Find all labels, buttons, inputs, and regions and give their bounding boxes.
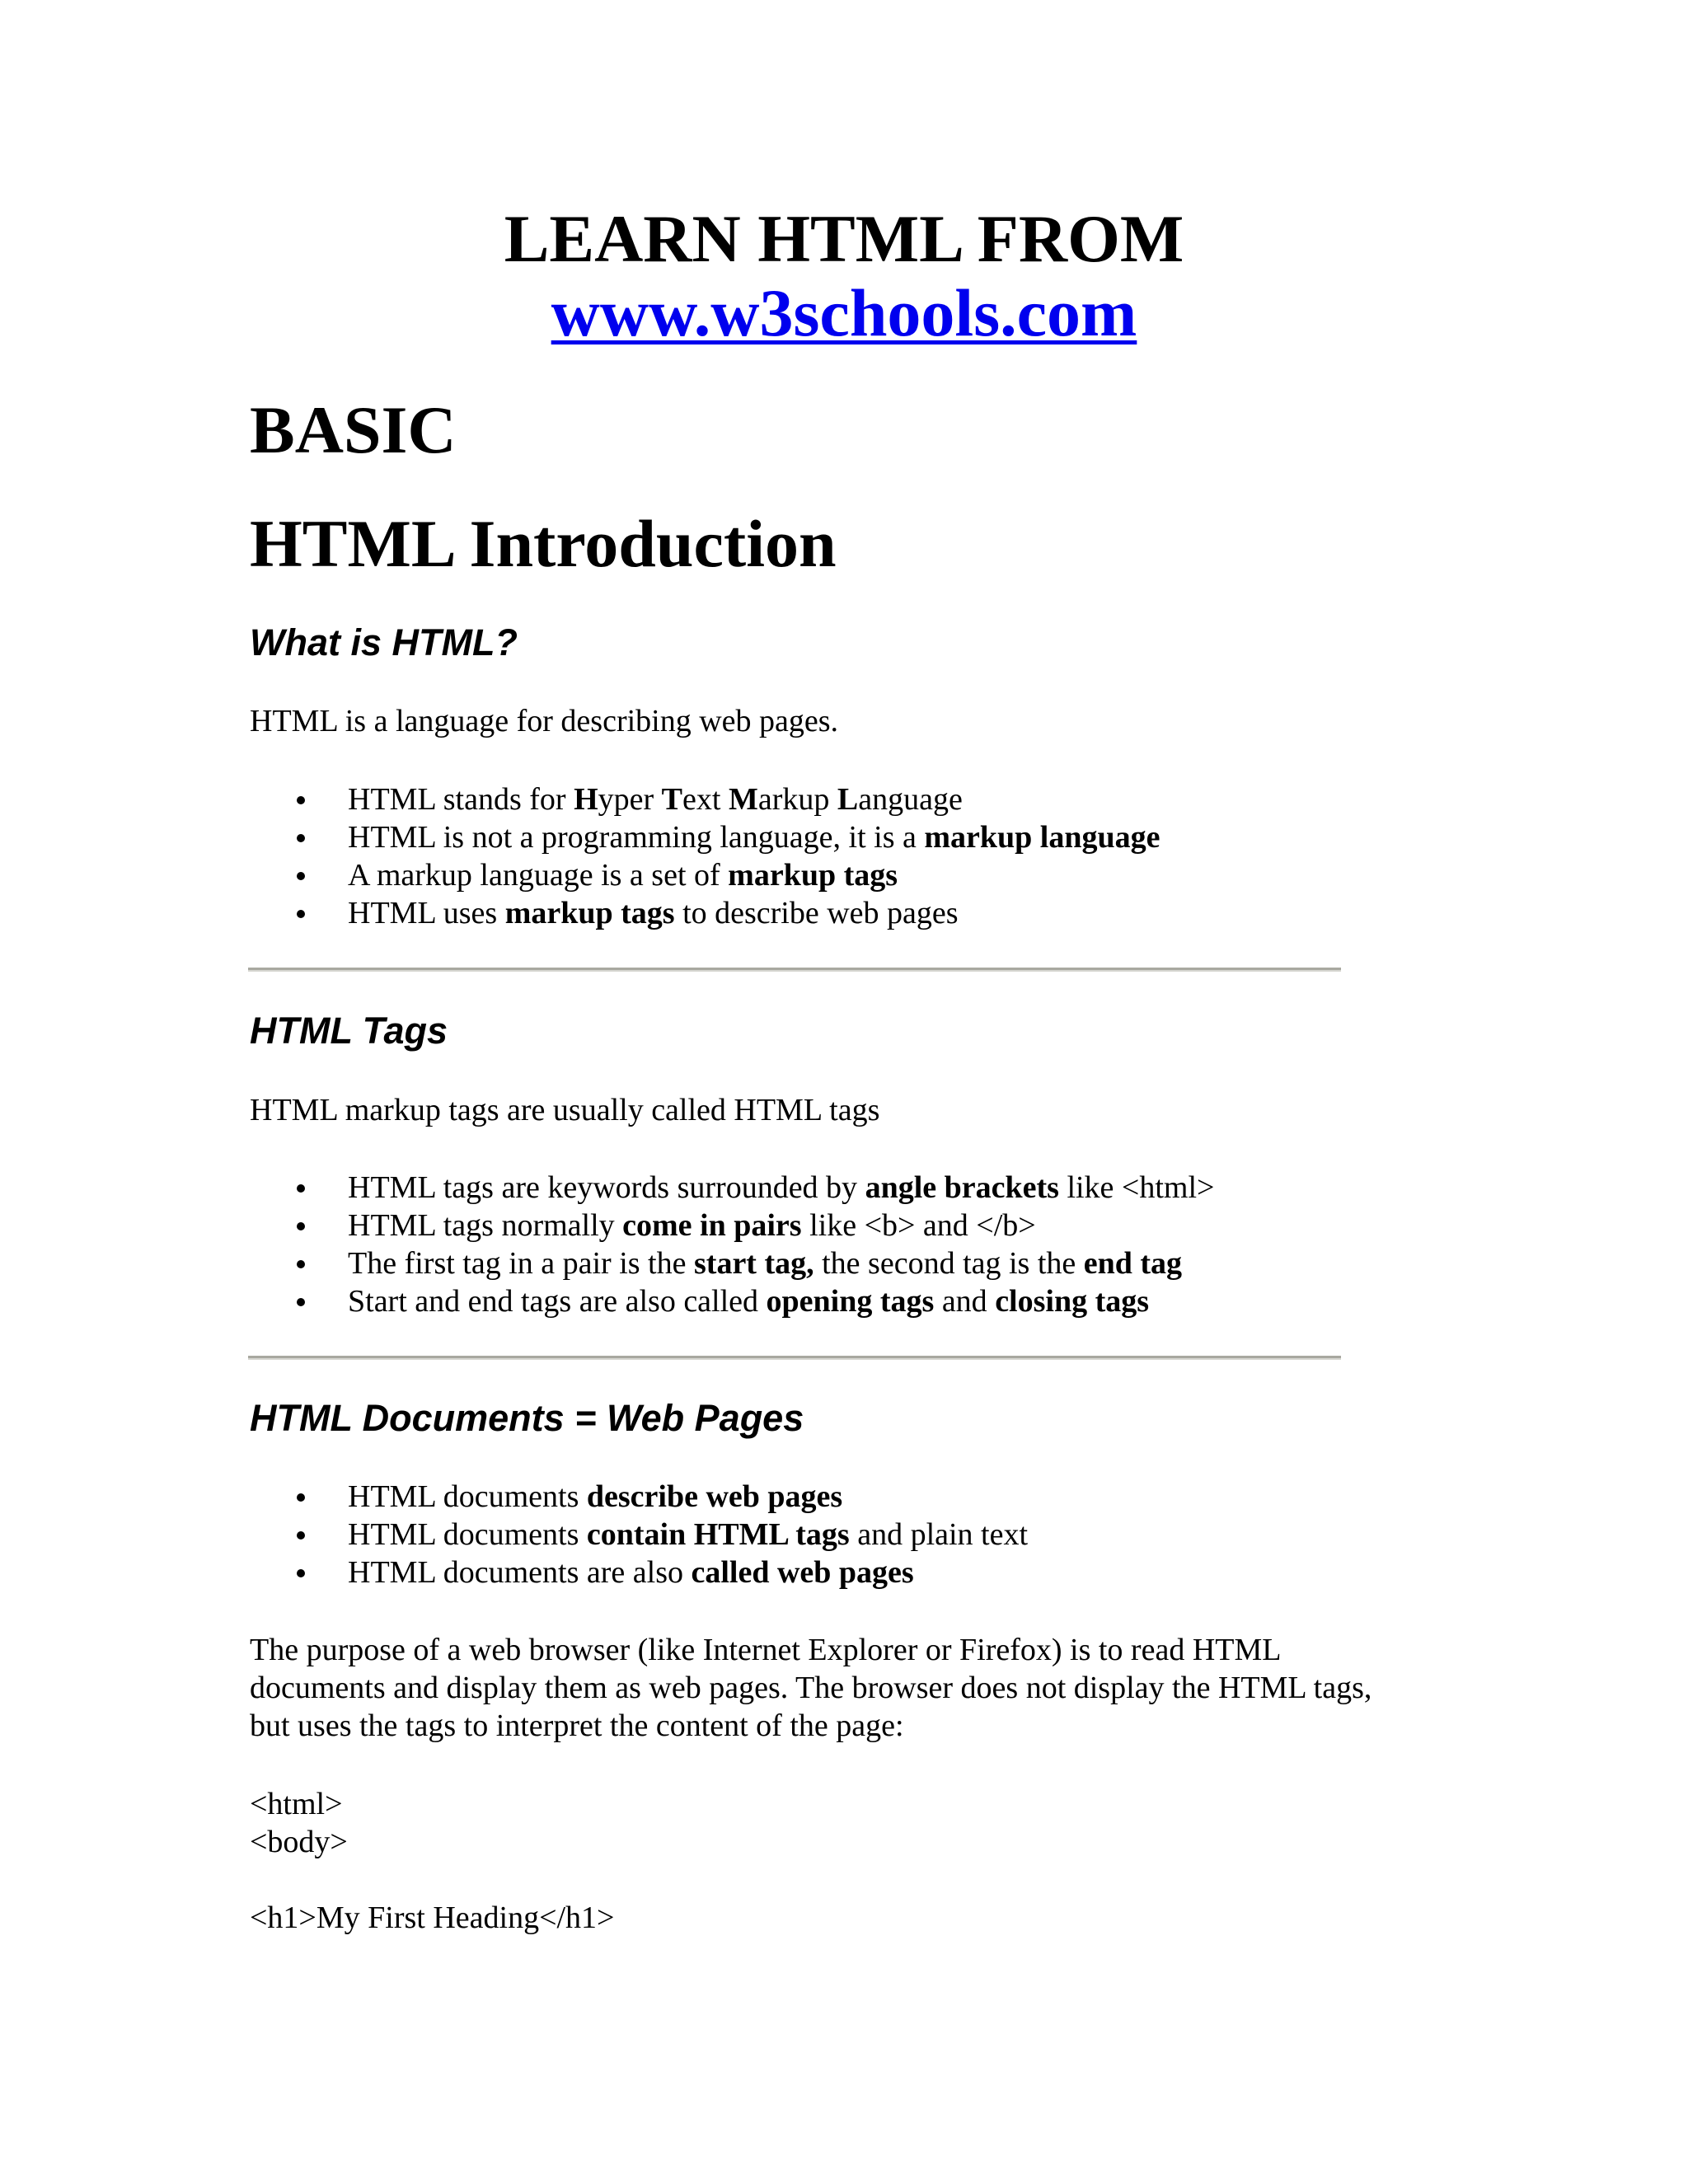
heading-html-introduction: HTML Introduction xyxy=(250,506,837,581)
list-item: The first tag in a pair is the start tag, the second tag is the end tag xyxy=(288,1244,1214,1282)
html-tags-intro: HTML markup tags are usually called HTML tags xyxy=(250,1093,880,1127)
title-link-line xyxy=(0,275,1688,351)
heading-what-is-html: What is HTML? xyxy=(250,621,518,663)
what-is-html-intro: HTML is a language for describing web pages. xyxy=(250,704,839,738)
code-line: <html> xyxy=(250,1787,343,1821)
list-item: A markup language is a set of markup tags xyxy=(288,856,1160,894)
list-item: HTML stands for Hyper Text Markup Language xyxy=(288,780,1160,818)
list-item: HTML tags normally come in pairs like <b> and </b> xyxy=(288,1207,1214,1244)
heading-html-tags: HTML Tags xyxy=(250,1010,448,1052)
list-item: HTML tags are keywords surrounded by angle brackets like <html> xyxy=(288,1169,1214,1207)
list-item: Start and end tags are also called opening tags and closing tags xyxy=(288,1282,1214,1320)
html-documents-list xyxy=(288,1478,1028,1591)
document-title: LEARN HTML FROM xyxy=(504,201,1184,276)
html-tags-list xyxy=(288,1169,1214,1320)
code-line: <h1>My First Heading</h1> xyxy=(250,1900,615,1935)
section-divider xyxy=(248,1356,1341,1360)
w3schools-link[interactable]: www.w3schools.com xyxy=(551,275,1137,350)
code-line: <body> xyxy=(250,1825,348,1859)
list-item: HTML uses markup tags to describe web pages xyxy=(288,894,1160,932)
list-item: HTML documents are also called web pages xyxy=(288,1554,1028,1591)
heading-basic: BASIC xyxy=(250,392,457,467)
browser-purpose-paragraph: The purpose of a web browser (like Internet Explorer or Firefox) is to read HTML documents and display them as web pages. The browser does not display the HTML tags, but uses the tags to interpret the content of the page: xyxy=(250,1633,1372,1743)
section-divider xyxy=(248,968,1341,972)
heading-html-documents: HTML Documents = Web Pages xyxy=(250,1397,804,1439)
list-item: HTML documents describe web pages xyxy=(288,1478,1028,1516)
what-is-html-list xyxy=(288,780,1160,932)
list-item: HTML is not a programming language, it is a markup language xyxy=(288,818,1160,856)
list-item: HTML documents contain HTML tags and plain text xyxy=(288,1516,1028,1554)
